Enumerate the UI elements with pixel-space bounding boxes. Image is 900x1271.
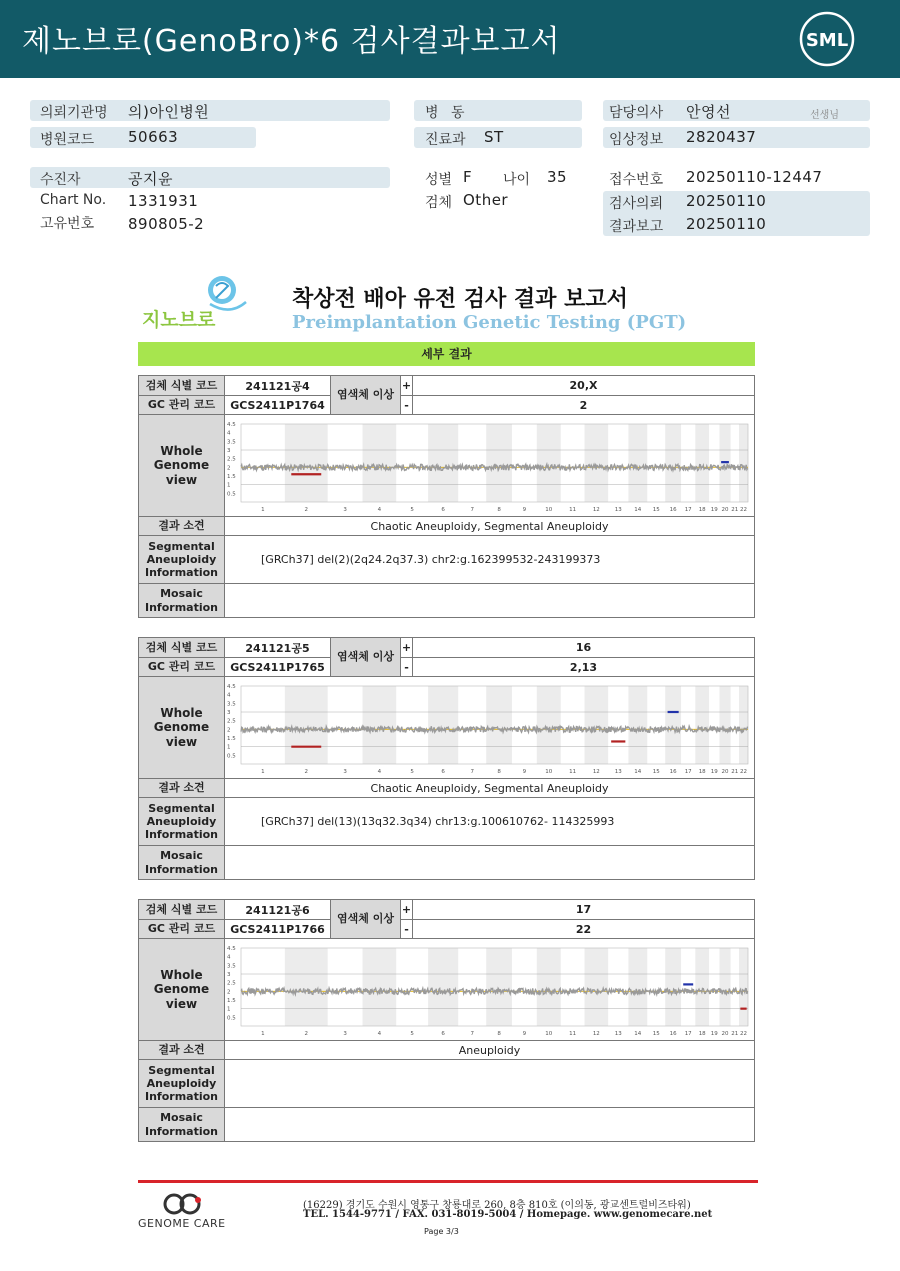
y-tick-label: 4.5	[227, 421, 236, 428]
specimen-id-value: 241121공5	[225, 638, 331, 658]
plus-value: 20,X	[413, 376, 755, 396]
minus-sign: -	[401, 658, 413, 677]
segmental-header: Segmental Aneuploidy Information	[139, 798, 225, 846]
request-value: 20250110	[686, 192, 767, 210]
y-tick-label: 2	[227, 988, 231, 995]
x-tick-label: 15	[652, 506, 660, 513]
x-tick-label: 6	[441, 506, 445, 513]
mosaic-header: Mosaic Information	[139, 846, 225, 880]
result-table-3	[138, 899, 755, 1142]
mosaic-value	[225, 846, 755, 880]
whole-genome-header: Whole Genome view	[139, 415, 225, 517]
x-tick-label: 15	[652, 1030, 660, 1037]
chromosome-band	[285, 686, 328, 764]
chromosome-band	[628, 424, 647, 502]
y-tick-label: 2	[227, 726, 231, 733]
x-tick-label: 3	[343, 1030, 347, 1037]
name-row-bg	[30, 167, 390, 188]
chromosome-band	[537, 424, 561, 502]
footer-divider	[138, 1180, 758, 1183]
chromosome-band	[537, 948, 561, 1026]
chromosome-band	[739, 948, 748, 1026]
gc-code-value: GCS2411P1766	[225, 920, 331, 939]
x-tick-label: 20	[721, 1030, 729, 1037]
x-tick-label: 12	[592, 506, 600, 513]
chromosome-band	[537, 686, 561, 764]
whole-genome-header: Whole Genome view	[139, 677, 225, 779]
finding-header: 결과 소견	[139, 779, 225, 798]
x-tick-label: 2	[304, 768, 309, 775]
whole-genome-header: Whole Genome view	[139, 939, 225, 1041]
chart-value: 1331931	[128, 192, 199, 210]
dept-label: 진료과	[425, 132, 466, 148]
x-tick-label: 3	[343, 768, 347, 775]
chromosome-band	[695, 686, 709, 764]
chromosome-band	[665, 686, 681, 764]
chromosome-band	[719, 686, 730, 764]
abnormality-header: 염색체 이상	[331, 638, 401, 677]
mosaic-header: Mosaic Information	[139, 584, 225, 618]
chromosome-band	[363, 686, 397, 764]
sex-value: F	[463, 168, 473, 186]
chromosome-band	[428, 686, 458, 764]
minus-value: 22	[413, 920, 755, 939]
chromosome-band	[486, 424, 512, 502]
x-tick-label: 22	[740, 506, 748, 513]
doctor-suffix: 선생님	[810, 110, 839, 121]
x-tick-label: 13	[614, 768, 622, 775]
specimen-id-value: 241121공6	[225, 900, 331, 920]
gc-code-header: GC 관리 코드	[139, 396, 225, 415]
y-tick-label: 2.5	[227, 980, 236, 987]
clinical-label: 임상정보	[609, 132, 664, 148]
chromosome-band	[285, 424, 328, 502]
x-tick-label: 13	[614, 1030, 622, 1037]
segmental-value	[225, 1060, 755, 1108]
y-tick-label: 4.5	[227, 683, 236, 690]
unique-label: 고유번호	[40, 216, 95, 232]
y-tick-label: 4	[227, 692, 231, 699]
chromosome-band	[428, 948, 458, 1026]
plus-sign: +	[401, 900, 413, 920]
segmental-header: Segmental Aneuploidy Information	[139, 536, 225, 584]
x-tick-label: 20	[721, 768, 729, 775]
clinical-value: 2820437	[686, 128, 757, 146]
chromosome-band	[363, 948, 397, 1026]
y-tick-label: 0.5	[227, 752, 236, 759]
whole-genome-chart-3	[225, 940, 754, 1040]
result-table-2	[138, 637, 755, 880]
finding-value: Aneuploidy	[225, 1041, 755, 1060]
x-tick-label: 19	[710, 768, 718, 775]
name-label: 수진자	[40, 172, 81, 188]
chromosome-band	[428, 424, 458, 502]
segmental-value: [GRCh37] del(2)(2q24.2q37.3) chr2:g.162399532-243199373	[225, 536, 755, 584]
x-tick-label: 3	[343, 506, 347, 513]
request-label: 검사의뢰	[609, 196, 664, 212]
chromosome-band	[585, 948, 609, 1026]
page-number: Page 3/3	[424, 1227, 459, 1236]
x-tick-label: 18	[698, 768, 706, 775]
y-tick-label: 3.5	[227, 438, 236, 445]
x-tick-label: 9	[522, 506, 527, 513]
abnormality-header: 염색체 이상	[331, 900, 401, 939]
y-tick-label: 1	[227, 482, 231, 489]
result-table-1	[138, 375, 755, 618]
y-tick-label: 4	[227, 430, 231, 437]
y-tick-label: 1.5	[227, 473, 236, 480]
doctor-label: 담당의사	[609, 105, 664, 121]
x-tick-label: 22	[740, 768, 748, 775]
x-tick-label: 6	[441, 768, 445, 775]
y-tick-label: 3.5	[227, 962, 236, 969]
y-tick-label: 2	[227, 464, 231, 471]
plus-sign: +	[401, 638, 413, 658]
gc-code-value: GCS2411P1764	[225, 396, 331, 415]
y-tick-label: 2.5	[227, 456, 236, 463]
y-tick-label: 3	[227, 971, 231, 978]
y-tick-label: 0.5	[227, 490, 236, 497]
x-tick-label: 12	[592, 768, 600, 775]
pgt-title-english: Preimplantation Genetic Testing (PGT)	[292, 312, 687, 333]
x-tick-label: 10	[545, 768, 553, 775]
chromosome-band	[719, 948, 730, 1026]
x-tick-label: 7	[470, 1030, 474, 1037]
x-tick-label: 7	[470, 506, 474, 513]
x-tick-label: 2	[304, 1030, 309, 1037]
segmental-value: [GRCh37] del(13)(13q32.3q34) chr13:g.100610762- 114325993	[225, 798, 755, 846]
abnormality-header: 염색체 이상	[331, 376, 401, 415]
x-tick-label: 10	[545, 506, 553, 513]
age-value: 35	[547, 168, 568, 186]
x-tick-label: 17	[684, 506, 692, 513]
x-tick-label: 16	[669, 1030, 677, 1037]
x-tick-label: 9	[522, 1030, 527, 1037]
x-tick-label: 19	[710, 1030, 718, 1037]
y-tick-label: 3.5	[227, 700, 236, 707]
chromosome-band	[585, 424, 609, 502]
gc-code-header: GC 관리 코드	[139, 920, 225, 939]
finding-header: 결과 소견	[139, 517, 225, 536]
chromosome-band	[739, 424, 748, 502]
chromosome-band	[486, 948, 512, 1026]
chromosome-band	[628, 686, 647, 764]
plus-value: 16	[413, 638, 755, 658]
minus-value: 2	[413, 396, 755, 415]
section-header-detailed-results: 세부 결과	[138, 342, 755, 366]
x-tick-label: 8	[497, 768, 501, 775]
x-tick-label: 4	[377, 768, 382, 775]
x-tick-label: 5	[410, 506, 414, 513]
hospital-code-label: 병원코드	[40, 132, 95, 148]
y-tick-label: 1	[227, 744, 231, 751]
receipt-value: 20250110-12447	[686, 168, 823, 186]
ward-label: 병 동	[425, 105, 469, 121]
chart-label: Chart No.	[40, 192, 107, 208]
x-tick-label: 5	[410, 768, 414, 775]
genobro-logo-text: 지노브로	[142, 309, 216, 331]
chromosome-band	[585, 686, 609, 764]
x-tick-label: 6	[441, 1030, 445, 1037]
chromosome-band	[665, 948, 681, 1026]
y-tick-label: 1.5	[227, 735, 236, 742]
name-value: 공지윤	[128, 170, 173, 188]
company-address: (16229) 경기도 수원시 영통구 창룡대로 260, 8층 810호 (이의동, 광교센트럴비즈타워)	[303, 1200, 691, 1211]
specimen-id-value: 241121공4	[225, 376, 331, 396]
x-tick-label: 4	[377, 1030, 382, 1037]
y-tick-label: 1.5	[227, 997, 236, 1004]
x-tick-label: 19	[710, 506, 718, 513]
institution-label: 의뢰기관명	[40, 105, 108, 121]
receipt-label: 접수번호	[609, 172, 664, 188]
y-tick-label: 0.5	[227, 1014, 236, 1021]
x-tick-label: 18	[698, 1030, 706, 1037]
sml-logo-icon	[798, 10, 856, 68]
finding-value: Chaotic Aneuploidy, Segmental Aneuploidy	[225, 779, 755, 798]
minus-sign: -	[401, 396, 413, 415]
x-tick-label: 16	[669, 768, 677, 775]
y-tick-label: 2.5	[227, 718, 236, 725]
hospital-code-value: 50663	[128, 128, 179, 146]
x-tick-label: 1	[261, 768, 265, 775]
x-tick-label: 12	[592, 1030, 600, 1037]
doctor-value: 안영선	[686, 103, 731, 121]
y-tick-label: 3	[227, 709, 231, 716]
mosaic-value	[225, 584, 755, 618]
x-tick-label: 8	[497, 506, 501, 513]
x-tick-label: 21	[731, 1030, 739, 1037]
specimen-type-value: Other	[463, 191, 509, 209]
x-tick-label: 14	[634, 1030, 642, 1037]
specimen-id-header: 검체 식별 코드	[139, 900, 225, 920]
x-tick-label: 2	[304, 506, 309, 513]
genobro-logo-icon	[140, 272, 250, 332]
chromosome-band	[285, 948, 328, 1026]
plus-sign: +	[401, 376, 413, 396]
chromosome-band	[695, 424, 709, 502]
institution-value: 의)아인병원	[128, 103, 210, 121]
x-tick-label: 17	[684, 1030, 692, 1037]
mosaic-header: Mosaic Information	[139, 1108, 225, 1142]
whole-genome-chart-2	[225, 678, 754, 778]
chromosome-band	[695, 948, 709, 1026]
minus-sign: -	[401, 920, 413, 939]
mosaic-value	[225, 1108, 755, 1142]
finding-value: Chaotic Aneuploidy, Segmental Aneuploidy	[225, 517, 755, 536]
chromosome-band	[363, 424, 397, 502]
sml-logo-text: SML	[805, 30, 849, 51]
gc-code-value: GCS2411P1765	[225, 658, 331, 677]
x-tick-label: 13	[614, 506, 622, 513]
report-date-label: 결과보고	[609, 219, 664, 235]
chromosome-band	[486, 686, 512, 764]
finding-header: 결과 소견	[139, 1041, 225, 1060]
company-name: GENOME CARE	[138, 1217, 226, 1230]
report-header	[0, 0, 900, 78]
sex-label: 성별	[425, 172, 453, 188]
x-tick-label: 22	[740, 1030, 748, 1037]
x-tick-label: 9	[522, 768, 527, 775]
x-tick-label: 14	[634, 768, 642, 775]
x-tick-label: 14	[634, 506, 642, 513]
company-contact: TEL. 1544-9771 / FAX. 031-8019-5004 / Homepage. www.genomecare.net	[303, 1209, 713, 1220]
x-tick-label: 11	[569, 768, 577, 775]
y-tick-label: 4.5	[227, 945, 236, 952]
age-label: 나이	[503, 172, 531, 188]
chromosome-band	[628, 948, 647, 1026]
specimen-id-header: 검체 식별 코드	[139, 376, 225, 396]
x-tick-label: 1	[261, 506, 265, 513]
whole-genome-chart-1	[225, 416, 754, 516]
x-tick-label: 21	[731, 506, 739, 513]
x-tick-label: 17	[684, 768, 692, 775]
x-tick-label: 11	[569, 1030, 577, 1037]
x-tick-label: 10	[545, 1030, 553, 1037]
x-tick-label: 4	[377, 506, 382, 513]
y-tick-label: 4	[227, 954, 231, 961]
gc-code-header: GC 관리 코드	[139, 658, 225, 677]
x-tick-label: 1	[261, 1030, 265, 1037]
x-tick-label: 18	[698, 506, 706, 513]
x-tick-label: 5	[410, 1030, 414, 1037]
minus-value: 2,13	[413, 658, 755, 677]
chromosome-band	[739, 686, 748, 764]
x-tick-label: 21	[731, 768, 739, 775]
unique-value: 890805-2	[128, 215, 205, 233]
specimen-id-header: 검체 식별 코드	[139, 638, 225, 658]
dept-value: ST	[484, 128, 504, 146]
x-tick-label: 16	[669, 506, 677, 513]
pgt-title-korean: 착상전 배아 유전 검사 결과 보고서	[292, 287, 628, 312]
y-tick-label: 3	[227, 447, 231, 454]
x-tick-label: 15	[652, 768, 660, 775]
x-tick-label: 11	[569, 506, 577, 513]
report-date-value: 20250110	[686, 215, 767, 233]
x-tick-label: 7	[470, 768, 474, 775]
report-title: 제노브로(GenoBro)*6 검사결과보고서	[22, 24, 561, 59]
x-tick-label: 8	[497, 1030, 501, 1037]
x-tick-label: 20	[721, 506, 729, 513]
specimen-type-label: 검체	[425, 195, 453, 211]
y-tick-label: 1	[227, 1006, 231, 1013]
plus-value: 17	[413, 900, 755, 920]
segmental-header: Segmental Aneuploidy Information	[139, 1060, 225, 1108]
chromosome-band	[665, 424, 681, 502]
